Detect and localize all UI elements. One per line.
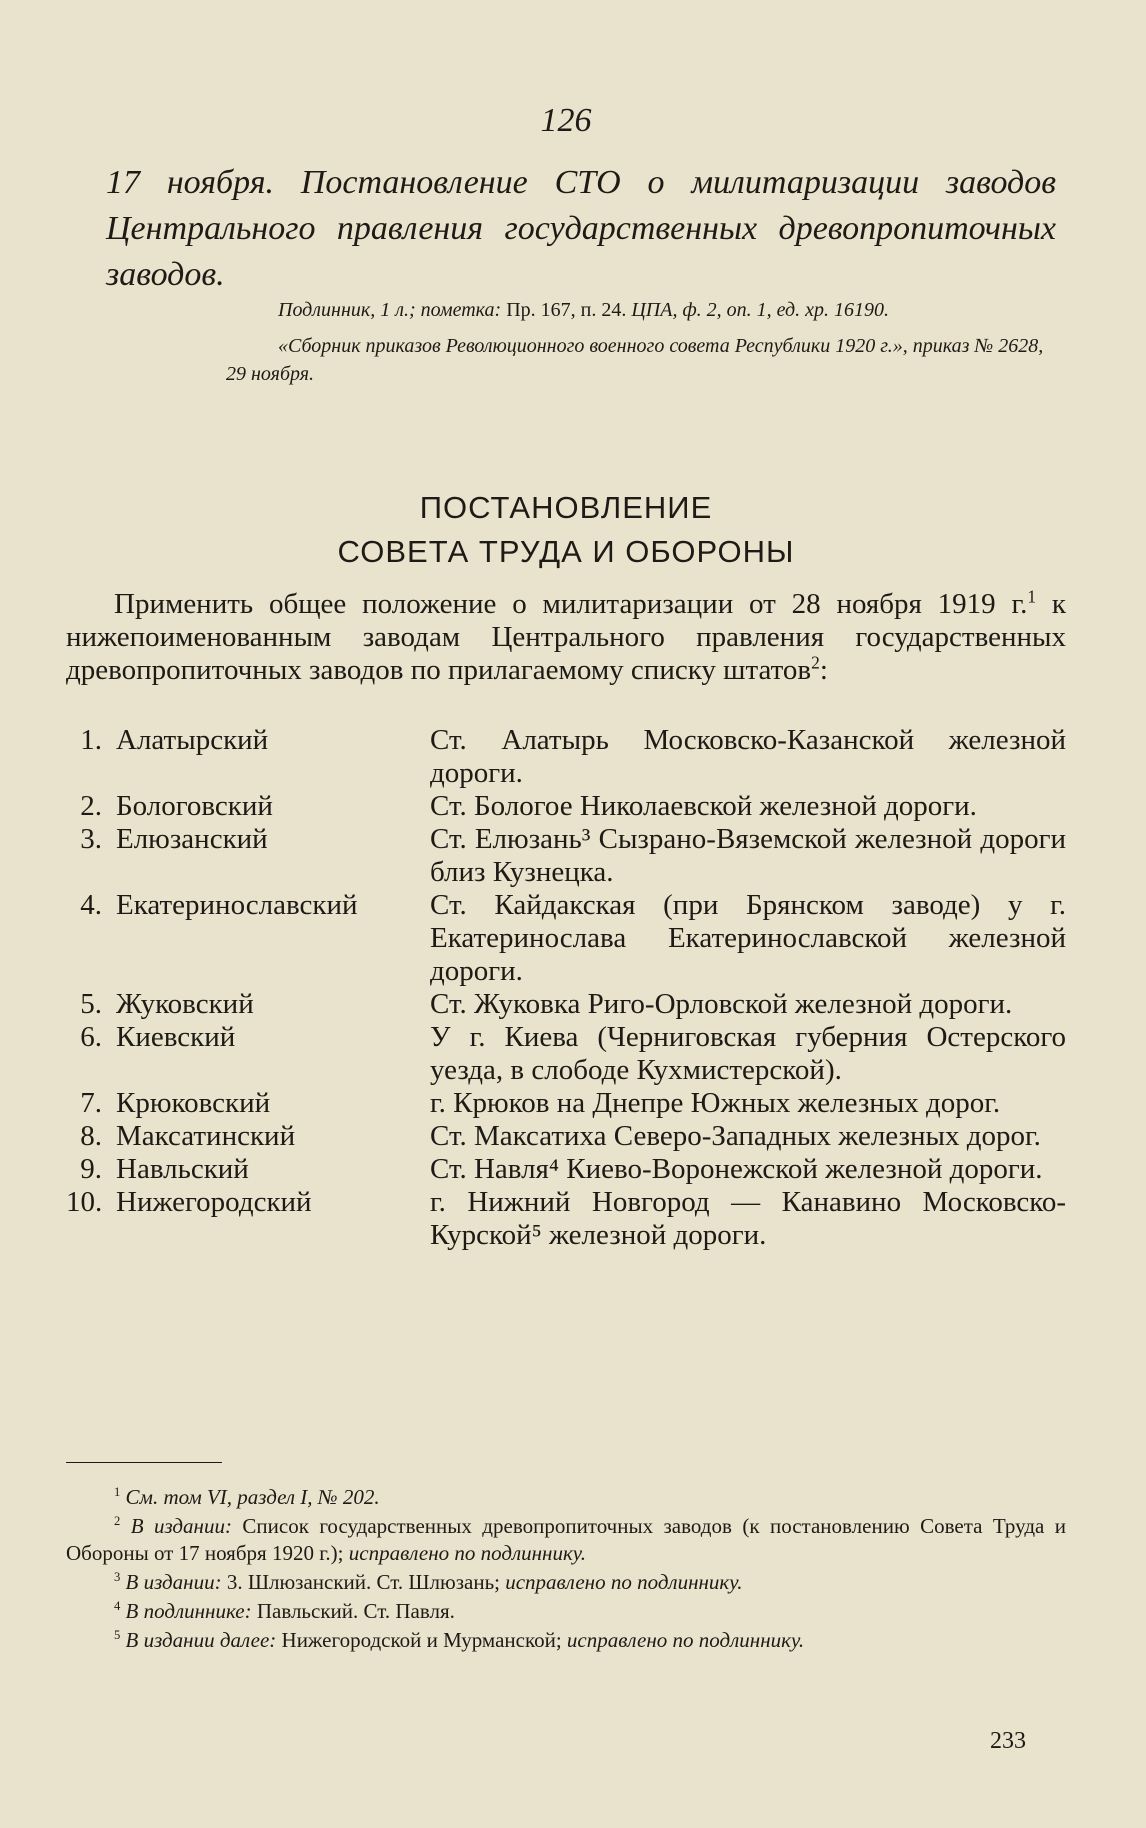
- title-line-1: ПОСТАНОВЛЕНИЕ: [419, 490, 713, 525]
- factory-row: 9. Навльский Ст. Навля⁴ Киево-Воронежской железной дороги.: [80, 1153, 1043, 1185]
- footnote-4: $^4$ В подлиннике: Павльский. Ст. Павля.: [114, 1599, 455, 1623]
- footnote-5: $^5$ В издании далее: Нижегородской и Мурманской; исправлено по подлиннику.: [114, 1628, 805, 1652]
- factory-row: 7. Крюковский г. Крюков на Днепре Южных железных дорог.: [80, 1087, 1001, 1119]
- footnote-3: $^3$ В издании: 3. Шлюзанский. Ст. Шлюзань; исправлено по подлиннику.: [114, 1570, 743, 1594]
- factory-row: 5. Жуковский Ст. Жуковка Риго-Орловской железной дороги.: [80, 988, 1013, 1020]
- page-number: 233: [990, 1728, 1026, 1754]
- footnote-1: $^1$ См. том VI, раздел I, № 202.: [114, 1485, 380, 1509]
- factory-row: 4. Екатеринославский Ст. Кайдакская (при Брянском заводе) у г. Екатеринослава Екатеринославской железной дороги.: [80, 889, 1066, 987]
- source-original: Подлинник, 1 л.; пометка: Пр. 167, п. 24. ЦПА, ф. 2, оп. 1, ед. хр. 16190.: [278, 299, 890, 321]
- document-page: [66, 0, 1066, 1828]
- footnote-ref-1: 1: [1027, 586, 1037, 607]
- footnote-divider: [66, 1462, 222, 1463]
- factory-row: 10. Нижегородский г. Нижний Новгород — Канавино Московско-Курской⁵ железной дороги.: [66, 1186, 1066, 1251]
- factory-row: 8. Максатинский Ст. Максатиха Северо-Западных железных дорог.: [80, 1120, 1041, 1152]
- footnote-ref-2: 2: [811, 652, 820, 673]
- factory-row: 3. Елюзанский Ст. Елюзань³ Сызрано-Вяземской железной дороги близ Кузнецка.: [80, 823, 1066, 888]
- factory-row: 1. Алатырский Ст. Алатырь Московско-Казанской железной дороги.: [80, 724, 1066, 789]
- intro-paragraph: Применить общее положение о милитаризации от 28 ноября 1919 г.$^1$ к нижепоименованным заводам Центрального правления государственных древопропиточных заводов по прилагаемому списку штатов$^2$:: [66, 586, 1066, 686]
- footnotes: [66, 1484, 1066, 1656]
- source-collection: «Сборник приказов Революционного военного совета Республики 1920 г.», приказ № 2628, 29 ноября.: [226, 335, 1044, 385]
- source-references: [226, 296, 1046, 396]
- document-heading: 17 ноября. Постановление СТО о милитаризации заводов Центрального правления государственных древопропиточных заводов.: [106, 164, 1056, 293]
- factory-row: 2. Бологовский Ст. Бологое Николаевской железной дороги.: [80, 790, 977, 822]
- factory-row: 6. Киевский У г. Киева (Черниговская губерния Остерского уезда, в слободе Кухмистерской).: [80, 1021, 1066, 1086]
- resolution-title: [66, 486, 1066, 574]
- footnote-2: $^2$ В издании: Список государственных древопропиточных заводов (к постановлению Совета Труда и Обороны от 17 ноября 1920 г.); исправлено по подлиннику.: [66, 1514, 1066, 1565]
- document-number: 126: [540, 102, 592, 139]
- title-line-2: СОВЕТА ТРУДА И ОБОРОНЫ: [337, 534, 795, 569]
- factory-list: [66, 724, 1066, 1252]
